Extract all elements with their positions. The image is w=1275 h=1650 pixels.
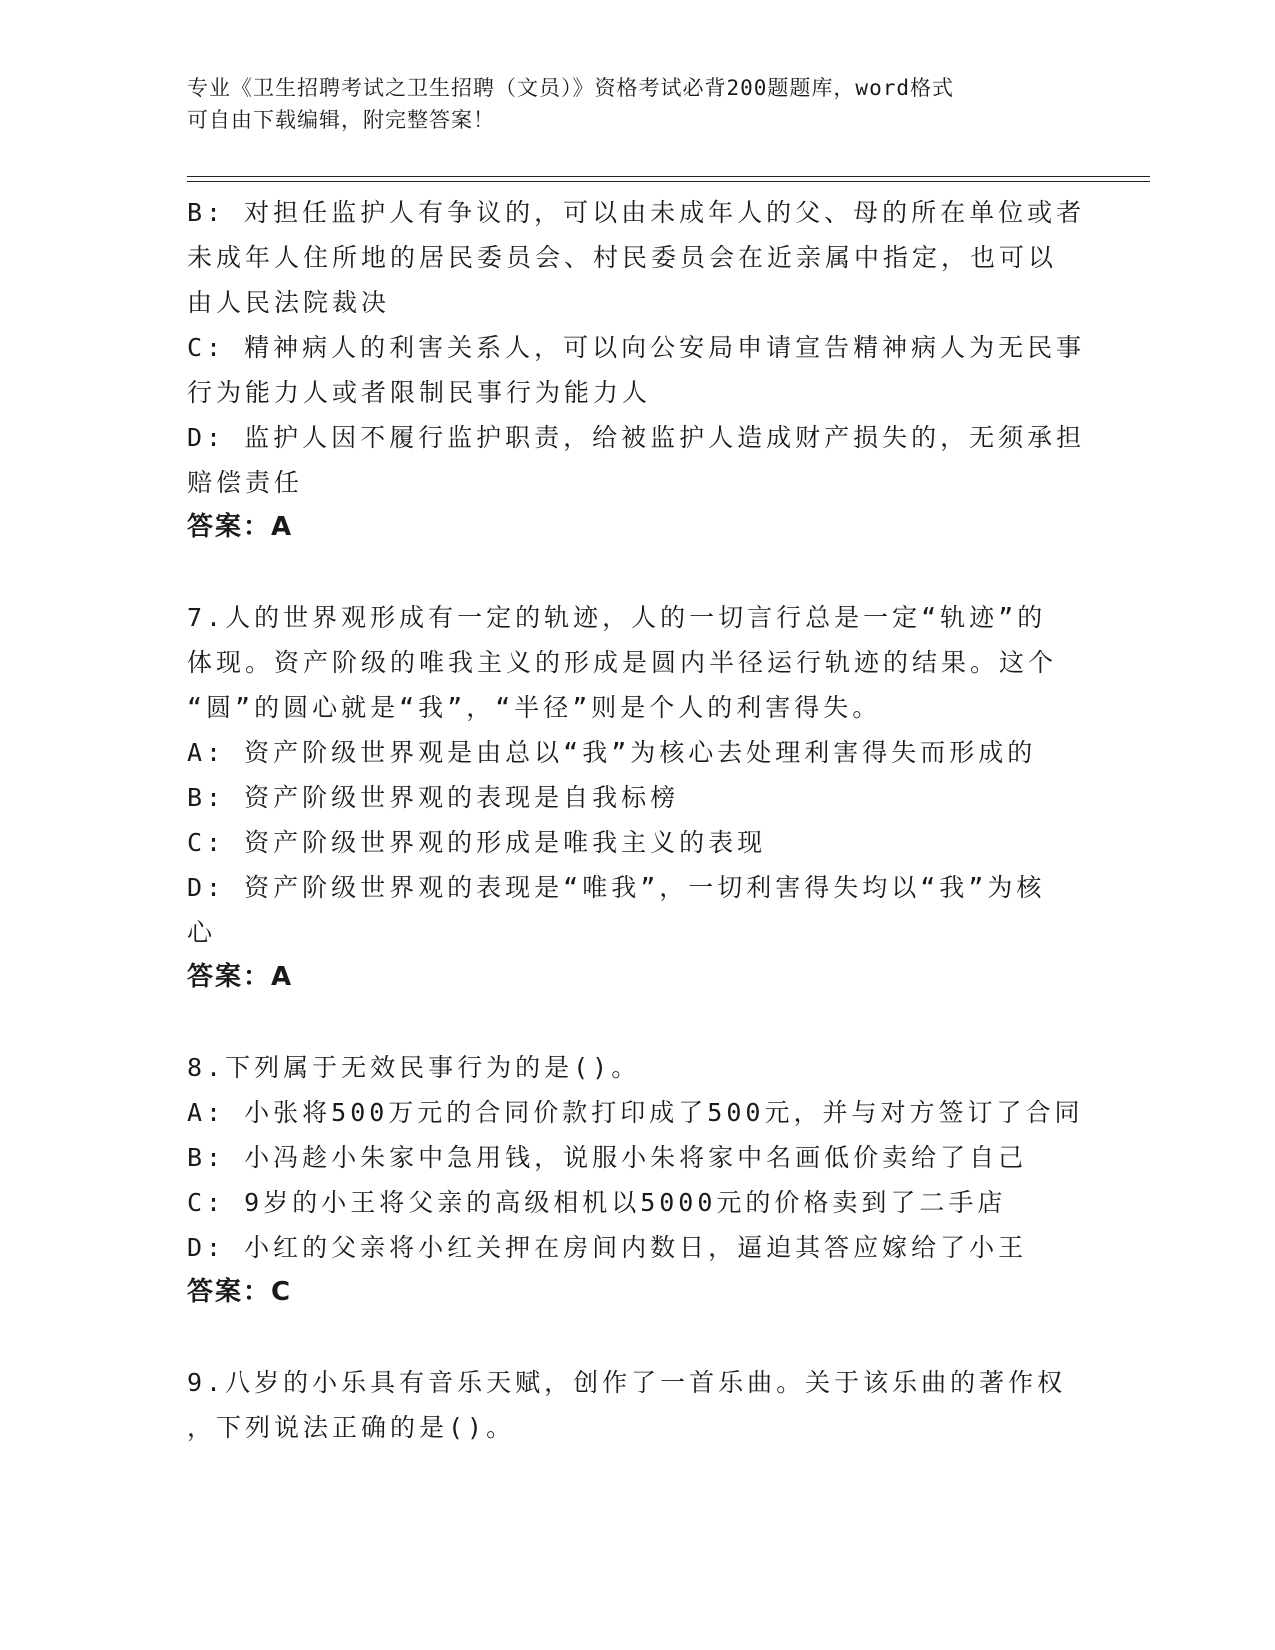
question-stem-line: 7.人的世界观形成有一定的轨迹，人的一切言行总是一定“轨迹”的 [187, 603, 1047, 632]
document-body [187, 190, 1087, 1450]
question-stem-line: 体现。资产阶级的唯我主义的形成是圆内半径运行轨迹的结果。这个 [187, 648, 1058, 677]
answer: 答案：C [187, 1277, 293, 1307]
spacer [187, 1315, 1087, 1360]
option-d-line: 心 [187, 918, 217, 947]
answer: 答案：A [187, 512, 294, 542]
question-7 [187, 595, 1087, 1000]
header-line-1: 专业《卫生招聘考试之卫生招聘（文员）》资格考试必背200题题库，word格式 [187, 76, 954, 100]
question-stem: 8.下列属于无效民事行为的是()。 [187, 1053, 641, 1082]
option-b-line: 未成年人住所地的居民委员会、村民委员会在近亲属中指定，也可以 [187, 243, 1058, 272]
option-a: A: 资产阶级世界观是由总以“我”为核心去处理利害得失而形成的 [187, 738, 1037, 767]
option-c-line: C: 精神病人的利害关系人，可以向公安局申请宣告精神病人为无民事 [187, 333, 1086, 362]
question-stem-line: ，下列说法正确的是()。 [187, 1413, 516, 1442]
option-d: D: 小红的父亲将小红关押在房间内数日，逼迫其答应嫁给了小王 [187, 1233, 1028, 1262]
option-c: C: 9岁的小王将父亲的高级相机以5000元的价格卖到了二手店 [187, 1188, 1007, 1217]
header-line-2: 可自由下载编辑，附完整答案！ [187, 108, 495, 132]
question-6-tail [187, 190, 1087, 550]
spacer [187, 1000, 1087, 1045]
option-d-line: 赔偿责任 [187, 468, 304, 497]
option-c: C: 资产阶级世界观的形成是唯我主义的表现 [187, 828, 767, 857]
option-b: B: 小冯趁小朱家中急用钱，说服小朱将家中名画低价卖给了自己 [187, 1143, 1028, 1172]
option-b-line: 由人民法院裁决 [187, 288, 391, 317]
option-b: B: 资产阶级世界观的表现是自我标榜 [187, 783, 680, 812]
option-b-line: B: 对担任监护人有争议的，可以由未成年人的父、母的所在单位或者 [187, 198, 1086, 227]
question-9 [187, 1360, 1087, 1450]
option-d-line: D: 资产阶级世界观的表现是“唯我”，一切利害得失均以“我”为核 [187, 873, 1046, 902]
option-c-line: 行为能力人或者限制民事行为能力人 [187, 378, 652, 407]
question-8 [187, 1045, 1087, 1315]
option-d-line: D: 监护人因不履行监护职责，给被监护人造成财产损失的，无须承担 [187, 423, 1086, 452]
question-stem-line: 9.八岁的小乐具有音乐天赋，创作了一首乐曲。关于该乐曲的著作权 [187, 1368, 1067, 1397]
option-a: A: 小张将500万元的合同价款打印成了500元，并与对方签订了合同 [187, 1098, 1084, 1127]
document-header [187, 72, 1067, 136]
question-stem-line: “圆”的圆心就是“我”，“半径”则是个人的利害得失。 [187, 693, 882, 722]
spacer [187, 550, 1087, 595]
answer: 答案：A [187, 962, 294, 992]
header-divider [187, 176, 1150, 182]
